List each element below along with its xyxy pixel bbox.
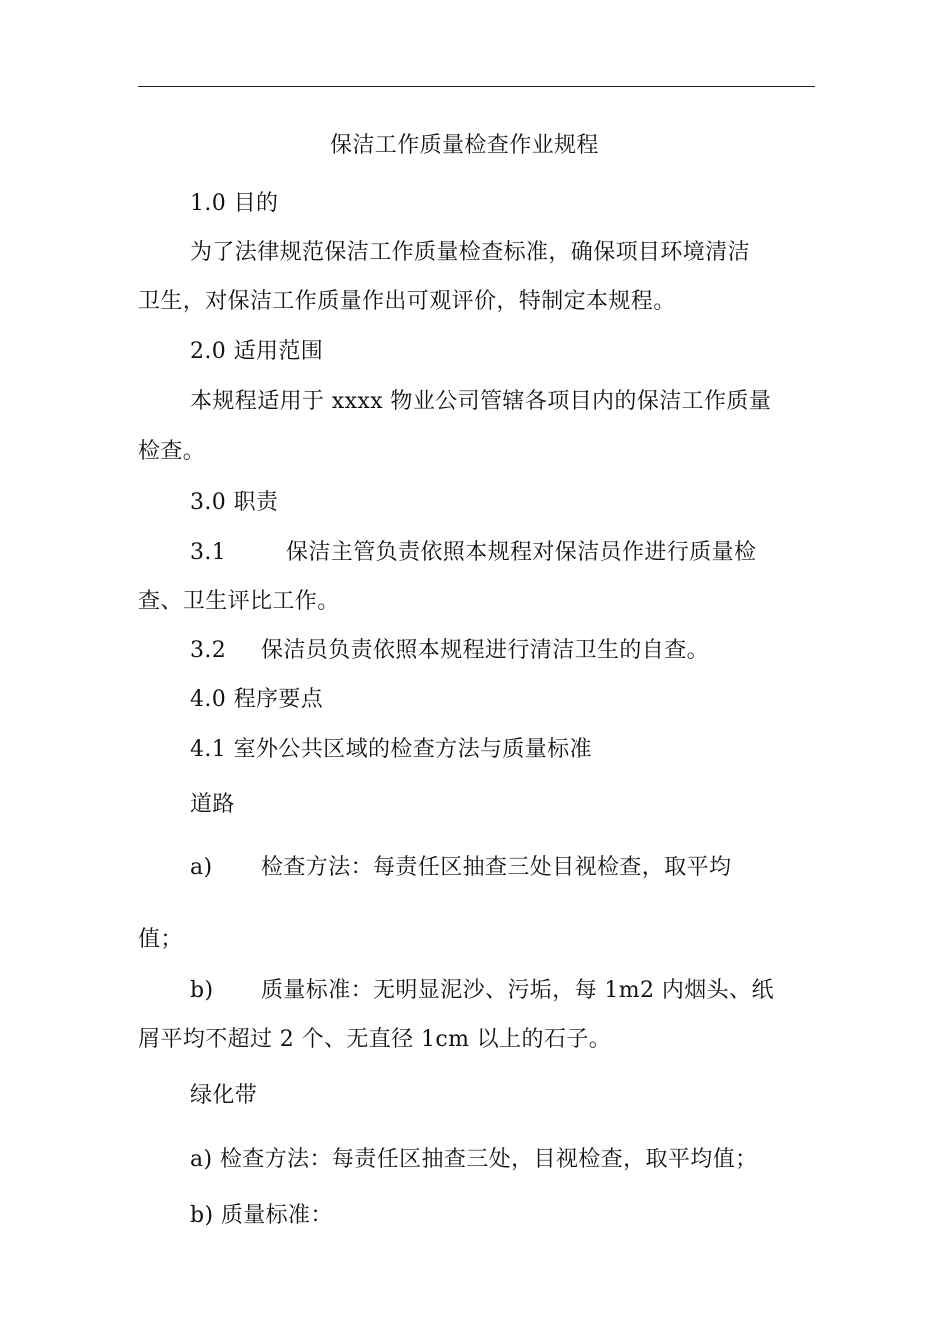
section-3-1-text: 保洁主管负责依照本规程对保洁员作进行质量检 — [286, 540, 757, 565]
road-item-b-line-2: 屑平均不超过 2 个、无直径 1cm 以上的石子。 — [138, 1027, 612, 1052]
section-2-body-line-1: 本规程适用于 xxxx 物业公司管辖各项目内的保洁工作质量 — [190, 389, 772, 414]
header-rule — [138, 86, 815, 87]
road-item-a-line-2: 值； — [138, 927, 183, 952]
road-item-a-label: a) — [190, 855, 213, 880]
section-3-2-number: 3.2 — [190, 638, 227, 663]
road-item-b-text: 质量标准：无明显泥沙、污垢，每 1m2 内烟头、纸 — [261, 978, 774, 1003]
section-3-heading: 3.0 职责 — [190, 490, 279, 515]
section-2-body-line-2: 检查。 — [138, 439, 206, 464]
greenbelt-item-a: a) 检查方法：每责任区抽查三处，目视检查，取平均值； — [190, 1147, 758, 1172]
road-item-b-label: b) — [190, 978, 214, 1003]
section-3-1-line-2: 查、卫生评比工作。 — [138, 589, 340, 614]
road-item-a-line-1 — [190, 853, 731, 883]
road-heading: 道路 — [190, 792, 235, 817]
road-item-b-line-1 — [190, 976, 774, 1006]
section-1-heading: 1.0 目的 — [190, 191, 279, 216]
section-1-body-line-2: 卫生，对保洁工作质量作出可观评价，特制定本规程。 — [138, 289, 676, 314]
section-3-1-line-1 — [190, 538, 756, 568]
section-4-heading: 4.0 程序要点 — [190, 687, 324, 712]
section-3-1-number: 3.1 — [190, 540, 227, 565]
section-4-1-heading: 4.1 室外公共区域的检查方法与质量标准 — [190, 737, 592, 762]
section-3-2-text: 保洁员负责依照本规程进行清洁卫生的自查。 — [261, 638, 710, 663]
section-1-body-line-1: 为了法律规范保洁工作质量检查标准，确保项目环境清洁 — [190, 240, 751, 265]
greenbelt-item-b: b) 质量标准： — [190, 1203, 333, 1228]
document-title: 保洁工作质量检查作业规程 — [330, 133, 599, 158]
greenbelt-heading: 绿化带 — [190, 1083, 258, 1108]
section-3-2-line — [190, 636, 709, 666]
section-2-heading: 2.0 适用范围 — [190, 339, 324, 364]
road-item-a-text: 检查方法：每责任区抽查三处目视检查，取平均 — [261, 855, 732, 880]
